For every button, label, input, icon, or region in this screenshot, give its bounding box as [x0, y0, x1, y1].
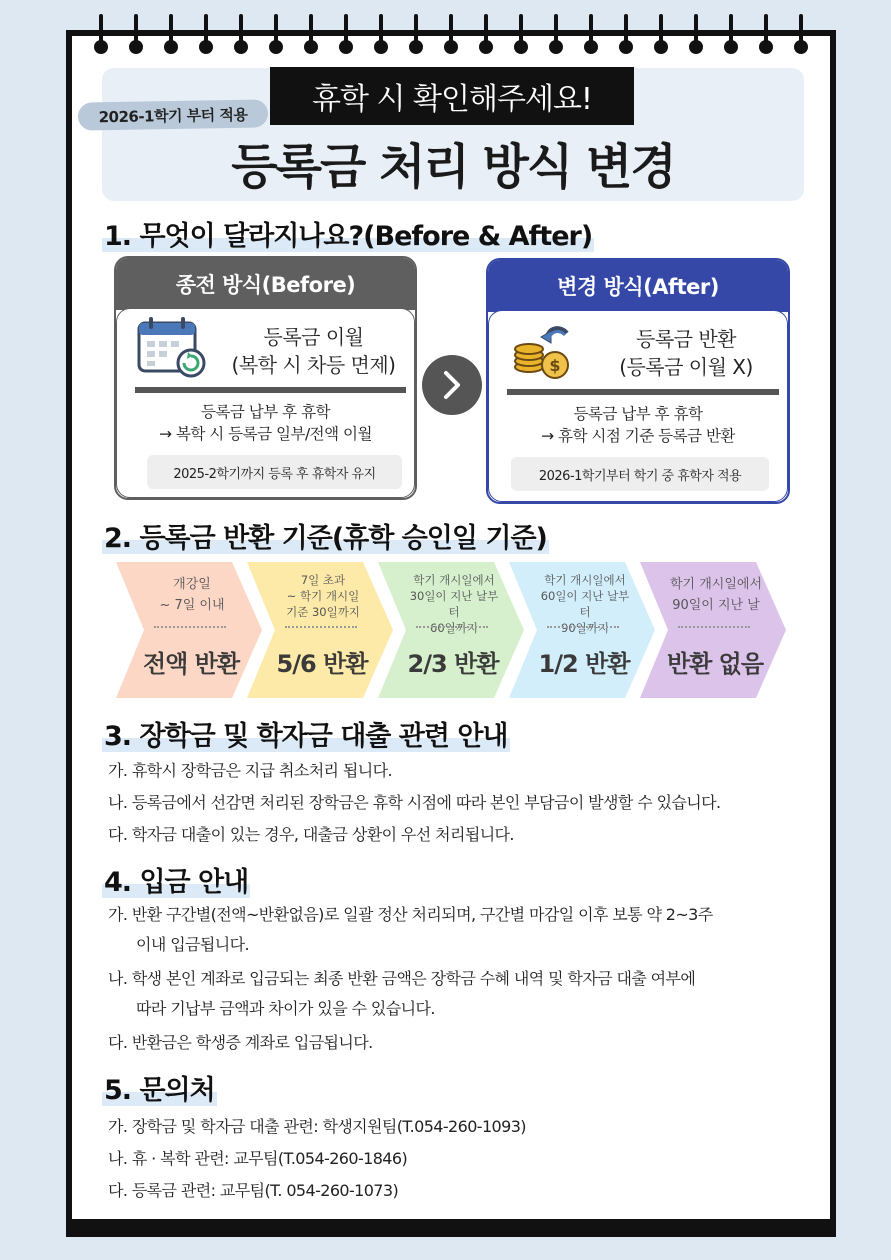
list-item: 가. 장학금 및 학자금 대출 관련: 학생지원팀(T.054-260-1093): [108, 1117, 526, 1136]
refund-stage-5: 학기 개시일에서 90일이 지난 날 반환 없음: [638, 562, 788, 698]
after-main-text: 등록금 반환 (등록금 이월 X): [619, 327, 753, 379]
refund-stages: [114, 562, 790, 698]
before-description: 등록금 납부 후 휴학 → 복학 시 등록금 일부/전액 이월: [158, 403, 373, 443]
section3-title: 3. 장학금 및 학자금 대출 관련 안내: [104, 721, 508, 752]
binder-rings: [66, 14, 836, 54]
section4-title: 4. 입금 안내: [104, 867, 249, 898]
stage-label: 반환 없음: [666, 650, 764, 678]
before-note: 2025-2학기까지 등록 후 휴학자 유지: [147, 455, 402, 489]
list-item-continuation: 따라 기납부 금액과 차이가 있을 수 있습니다.: [136, 999, 435, 1018]
list-item: 나. 등록금에서 선감면 처리된 장학금은 휴학 시점에 따라 본인 부담금이 발생할 수 있습니다.: [108, 793, 721, 812]
next-arrow-icon: [422, 355, 482, 415]
refund-stage-4: 학기 개시일에서 60일이 지난 날부터 90일까지 1/2 반환: [507, 562, 657, 698]
refund-stage-1: 개강일 ~ 7일 이내 전액 반환: [114, 562, 264, 698]
list-item: 가. 휴학시 장학금은 지급 취소처리 됩니다.: [108, 761, 392, 780]
section2-title: 2. 등록금 반환 기준(휴학 승인일 기준): [104, 523, 547, 554]
stage-label: 2/3 반환: [407, 650, 499, 678]
stage-label: 1/2 반환: [538, 650, 630, 678]
after-divider: [507, 389, 779, 395]
section5-title: 5. 문의처: [104, 1075, 215, 1106]
page-title: 등록금 처리 방식 변경: [231, 139, 675, 195]
before-card-header: 종전 방식(Before): [116, 258, 415, 310]
before-divider: [135, 387, 406, 393]
after-card-header: 변경 방식(After): [488, 260, 788, 312]
list-item: 가. 반환 구간별(전액~반환없음)로 일괄 정산 처리되며, 구간별 마감일 이후 보통 약 2~3주: [108, 905, 713, 924]
refund-stage-3: 학기 개시일에서 30일이 지난 날부터 60일까지 2/3 반환: [376, 562, 526, 698]
applies-from-tag: 2026-1학기 부터 적용: [78, 99, 268, 130]
svg-text:$: $: [549, 356, 561, 375]
stage-label: 전액 반환: [142, 650, 240, 678]
coins-icon: [507, 317, 583, 381]
list-item: 나. 휴 · 복학 관련: 교무팀(T.054-260-1846): [108, 1149, 408, 1168]
refund-stage-2: 7일 초과 ~ 학기 개시일 기준 30일까지 5/6 반환: [245, 562, 395, 698]
list-item: 나. 학생 본인 계좌로 입금되는 최종 반환 금액은 장학금 수혜 내역 및 학자금 대출 여부에: [108, 969, 696, 988]
after-card: [486, 258, 790, 504]
stage-label: 5/6 반환: [276, 650, 368, 678]
list-item-continuation: 이내 입금됩니다.: [136, 935, 249, 954]
before-card: [114, 256, 417, 500]
notice-banner: 휴학 시 확인해주세요!: [270, 67, 634, 125]
list-item: 다. 등록금 관련: 교무팀(T. 054-260-1073): [108, 1181, 399, 1200]
list-item: 다. 반환금은 학생증 계좌로 입금됩니다.: [108, 1033, 373, 1052]
calendar-icon: [135, 315, 211, 379]
after-note: 2026-1학기부터 학기 중 휴학자 적용: [511, 457, 769, 491]
before-main-text: 등록금 이월 (복학 시 차등 면제): [231, 325, 396, 377]
list-item: 다. 학자금 대출이 있는 경우, 대출금 상환이 우선 처리됩니다.: [108, 825, 514, 844]
section1-title: 1. 무엇이 달라지나요?(Before & After): [104, 221, 593, 252]
after-description: 등록금 납부 후 휴학 → 휴학 시점 기준 등록금 반환: [541, 405, 735, 445]
